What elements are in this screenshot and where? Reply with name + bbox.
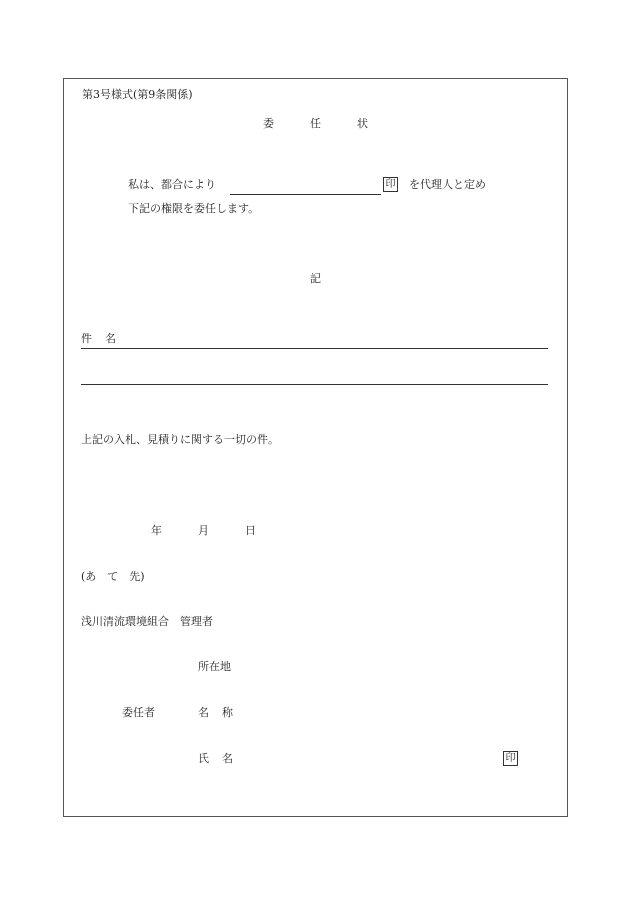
company-label-2: 称 [222, 706, 233, 719]
intro-line2: 下記の権限を委任します。 [128, 202, 260, 215]
title-char-2: 任 [310, 117, 321, 130]
form-number: 第3号様式(第9条関係) [82, 88, 193, 101]
person-label-2: 名 [222, 752, 233, 765]
delegator-label: 委任者 [122, 706, 155, 719]
org-name: 浅川清流環境組合 管理者 [81, 615, 213, 628]
agent-seal-mark: 印 [383, 177, 398, 192]
matter-line-2 [81, 384, 548, 385]
date-year: 年 [151, 524, 162, 537]
matter-label-1: 件 [81, 332, 92, 345]
address-label: 所在地 [198, 660, 231, 673]
date-day: 日 [245, 524, 256, 537]
matter-label-2: 名 [105, 332, 116, 345]
date-month: 月 [198, 524, 209, 537]
person-label-1: 氏 [198, 752, 209, 765]
scope-text: 上記の入札、見積りに関する一切の件。 [81, 433, 279, 446]
title-char-3: 状 [357, 117, 368, 130]
intro-suffix: を代理人と定め [409, 178, 486, 191]
ki-heading: 記 [310, 272, 321, 285]
delegator-seal-mark: 印 [503, 751, 518, 766]
intro-prefix: 私は、都合により [128, 178, 216, 191]
addressee-label: (あ て 先) [81, 570, 145, 583]
agent-name-line [230, 194, 381, 195]
company-label-1: 名 [198, 706, 209, 719]
title-char-1: 委 [263, 117, 274, 130]
matter-line-1 [81, 348, 548, 349]
